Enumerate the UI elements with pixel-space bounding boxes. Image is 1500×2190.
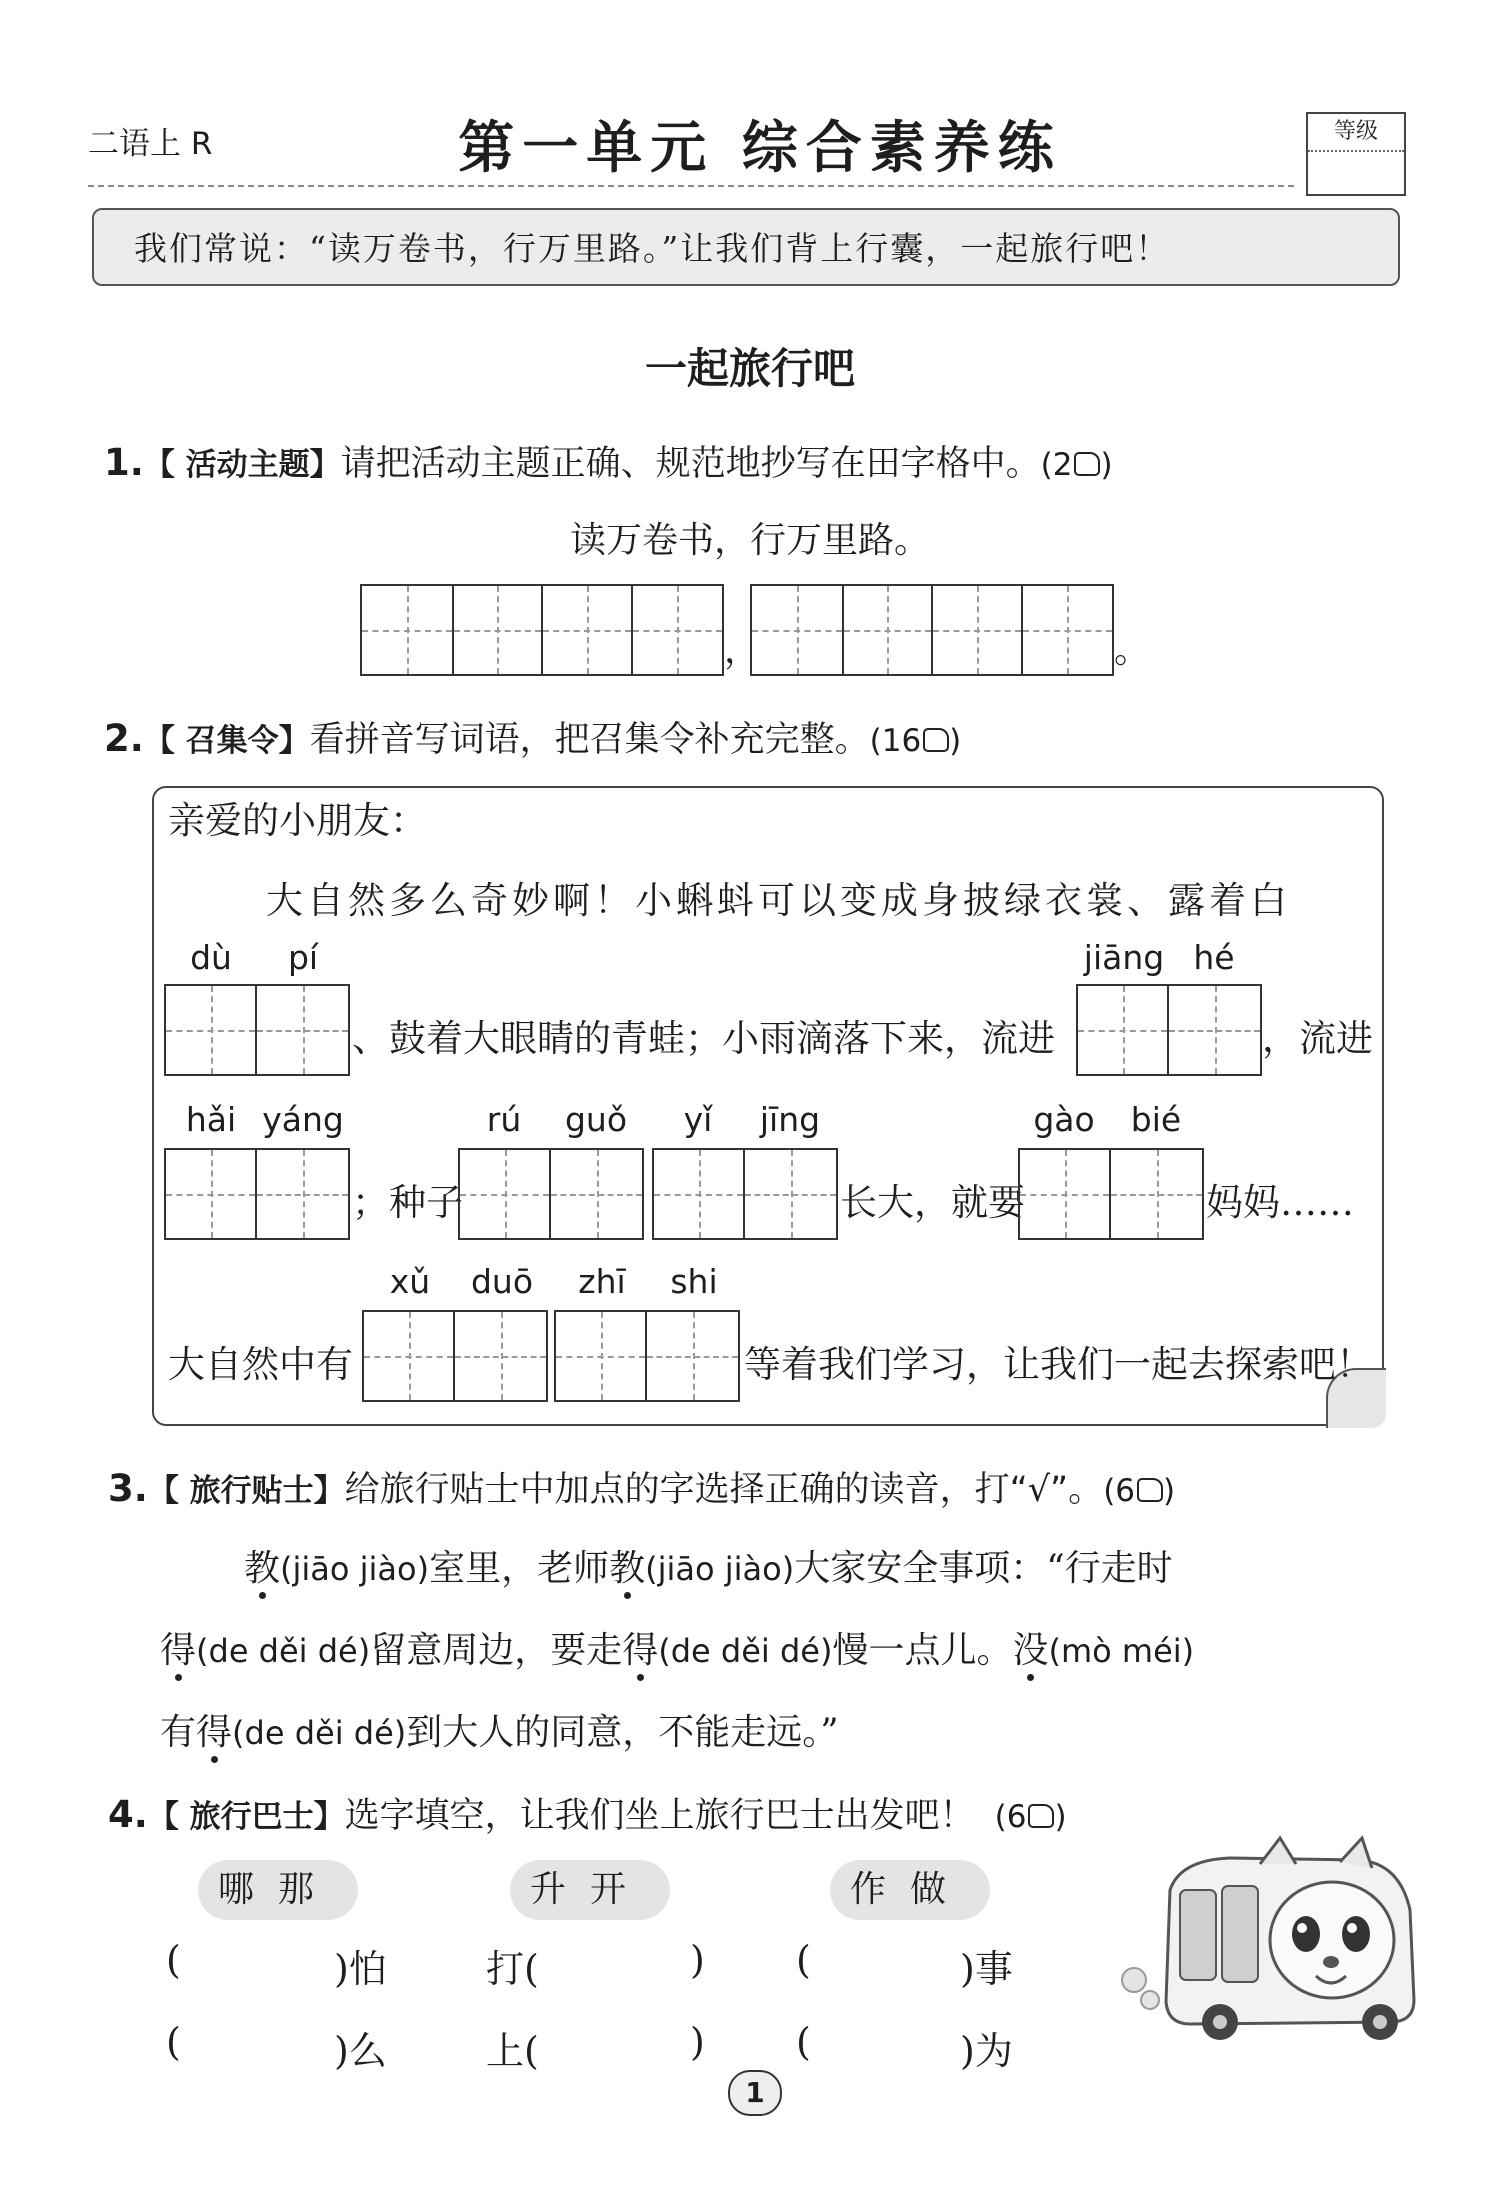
blank-word: )事 [960,1947,1013,1991]
section-title: 一起旅行吧 [644,344,855,393]
pinyin: dù [190,938,232,977]
q3-score: (6 [1103,1473,1136,1509]
letter-line-2-end: ，流进 [1262,1017,1373,1060]
tips-line-1 [244,1540,1173,1591]
letter-line-3a: ；种子 [352,1181,463,1224]
q1-score: (2 [1040,447,1073,483]
pinyin: rú [486,1100,522,1139]
tips-line-2 [160,1622,1194,1673]
q1-period: 。 [1114,630,1151,671]
char-choice-chip: 作做 [830,1860,990,1920]
tips-text: 留意周边，要走 [370,1630,623,1671]
q2-number: 2. [104,717,144,760]
dotted-char: 没 [1012,1630,1049,1671]
writing-grid[interactable] [360,584,724,676]
question-2: 2.【 召集令】看拼音写词语，把召集令补充完整。(16 ) [104,717,962,760]
q4-tag: 【 旅行巴士】 [147,1799,345,1835]
blank-word: 上( [486,2029,539,2073]
blank-close[interactable]: ) [690,2020,705,2064]
pinyin: yǐ [683,1100,713,1139]
blank-close[interactable]: ) [690,1938,705,1982]
q2-score: (16 [869,723,922,759]
rank-box [1306,112,1406,196]
reading-options[interactable]: (de děi dé) [232,1714,407,1752]
writing-grid[interactable] [164,984,350,1076]
reading-options[interactable]: (de děi dé) [196,1632,371,1670]
blank-word: )为 [960,2029,1013,2073]
reading-options[interactable]: (de děi dé) [658,1632,833,1670]
letter-line-3b: 长大，就要 [840,1181,1025,1224]
writing-grid[interactable] [1076,984,1262,1076]
pinyin: duō [470,1262,534,1301]
pinyin: xǔ [389,1262,431,1301]
rank-label: 等级 [1308,114,1404,152]
question-4: 4.【 旅行巴士】选字填空，让我们坐上旅行巴士出发吧！ (6 ) [108,1793,1067,1836]
pinyin: gào [1033,1100,1095,1139]
pinyin: pí [287,938,319,977]
pinyin: hǎi [185,1100,237,1139]
letter-line-4b: 等着我们学习，让我们一起去探索吧！ [744,1343,1373,1386]
letter-line-2: 、鼓着大眼睛的青蛙；小雨滴落下来，流进 [352,1017,1055,1060]
q3-number: 3. [108,1467,148,1510]
thumb-icon [1074,452,1100,476]
pinyin: shi [670,1262,718,1301]
writing-grid[interactable] [164,1148,350,1240]
pinyin: jīng [759,1100,821,1139]
bus-mascot-illustration [1110,1830,1430,2050]
q1-text: 请把活动主题正确、规范地抄写在田字格中。 [340,444,1041,484]
dotted-char: 得 [196,1712,233,1753]
letter-line-3c: 妈妈…… [1206,1181,1354,1224]
dotted-char: 得 [622,1630,659,1671]
tips-text: 有 [160,1712,197,1753]
q1-tag: 【 活动主题】 [143,447,341,483]
blank-word: )怕 [334,1947,387,1991]
blank-word: 打( [486,1947,539,1991]
writing-grid[interactable] [554,1310,740,1402]
q4-score: (6 [994,1799,1027,1835]
dotted-char: 得 [160,1630,197,1671]
pinyin: hé [1193,938,1235,977]
q2-text: 看拼音写词语，把召集令补充完整。 [309,720,870,760]
question-1: 1.【 活动主题】请把活动主题正确、规范地抄写在田字格中。(2 ) [104,441,1113,484]
pinyin: bié [1130,1100,1182,1139]
blank-open[interactable]: ( [166,2020,181,2064]
tips-text: 到大人的同意，不能走远。” [406,1712,839,1753]
writing-grid[interactable] [1018,1148,1204,1240]
letter-line-4a: 大自然中有 [168,1343,353,1386]
q4-number: 4. [108,1793,148,1836]
intro-banner: 我们常说：“读万卷书，行万里路。”让我们背上行囊，一起旅行吧！ [92,208,1400,286]
blank-open[interactable]: ( [166,1938,181,1982]
page-number: 1 [728,2070,782,2116]
dotted-char: 教 [244,1548,281,1589]
q2-tag: 【 召集令】 [143,723,310,759]
reading-options[interactable]: (mò méi) [1048,1632,1195,1670]
tips-text: 大家安全事项：“行走时 [794,1548,1173,1589]
unit-title: 第一单元 综合素养练 [458,115,1062,181]
dotted-char: 教 [609,1548,646,1589]
writing-grid[interactable] [362,1310,548,1402]
writing-grid[interactable] [652,1148,838,1240]
question-3: 3.【 旅行贴士】给旅行贴士中加点的字选择正确的读音，打“√”。(6 ) [108,1467,1176,1510]
blank-open[interactable]: ( [796,1938,811,1982]
q3-text: 给旅行贴士中加点的字选择正确的读音，打“√”。 [344,1470,1104,1510]
writing-grid[interactable] [750,584,1114,676]
q1-motto: 读万卷书，行万里路。 [569,520,930,561]
q4-text: 选字填空，让我们坐上旅行巴士出发吧！ [344,1796,975,1836]
blank-word: )么 [334,2029,387,2073]
tips-text: 慢一点儿。 [832,1630,1013,1671]
letter-greeting: 亲爱的小朋友： [168,799,427,842]
thumb-icon [923,728,949,752]
letter-line-1: 大自然多么奇妙啊！小蝌蚪可以变成身披绿衣裳、露着白 [266,879,1291,922]
reading-options[interactable]: (jiāo jiào) [645,1550,795,1588]
char-choice-chip: 哪那 [198,1860,358,1920]
char-choice-chip: 升开 [510,1860,670,1920]
pinyin: jiāng [1083,938,1165,977]
pinyin: guǒ [564,1100,628,1139]
reading-options[interactable]: (jiāo jiào) [280,1550,430,1588]
pinyin: zhī [578,1262,626,1301]
grade-label: 二语上 R [88,126,213,162]
header-divider [88,185,1294,187]
thumb-icon [1137,1478,1163,1502]
writing-grid[interactable] [458,1148,644,1240]
tips-line-3 [160,1704,839,1755]
blank-open[interactable]: ( [796,2020,811,2064]
tips-text: 室里，老师 [429,1548,610,1589]
q3-tag: 【 旅行贴士】 [147,1473,345,1509]
pinyin: yáng [262,1100,344,1139]
thumb-icon [1028,1804,1054,1828]
q1-comma: ， [724,630,761,671]
q1-number: 1. [104,441,144,484]
